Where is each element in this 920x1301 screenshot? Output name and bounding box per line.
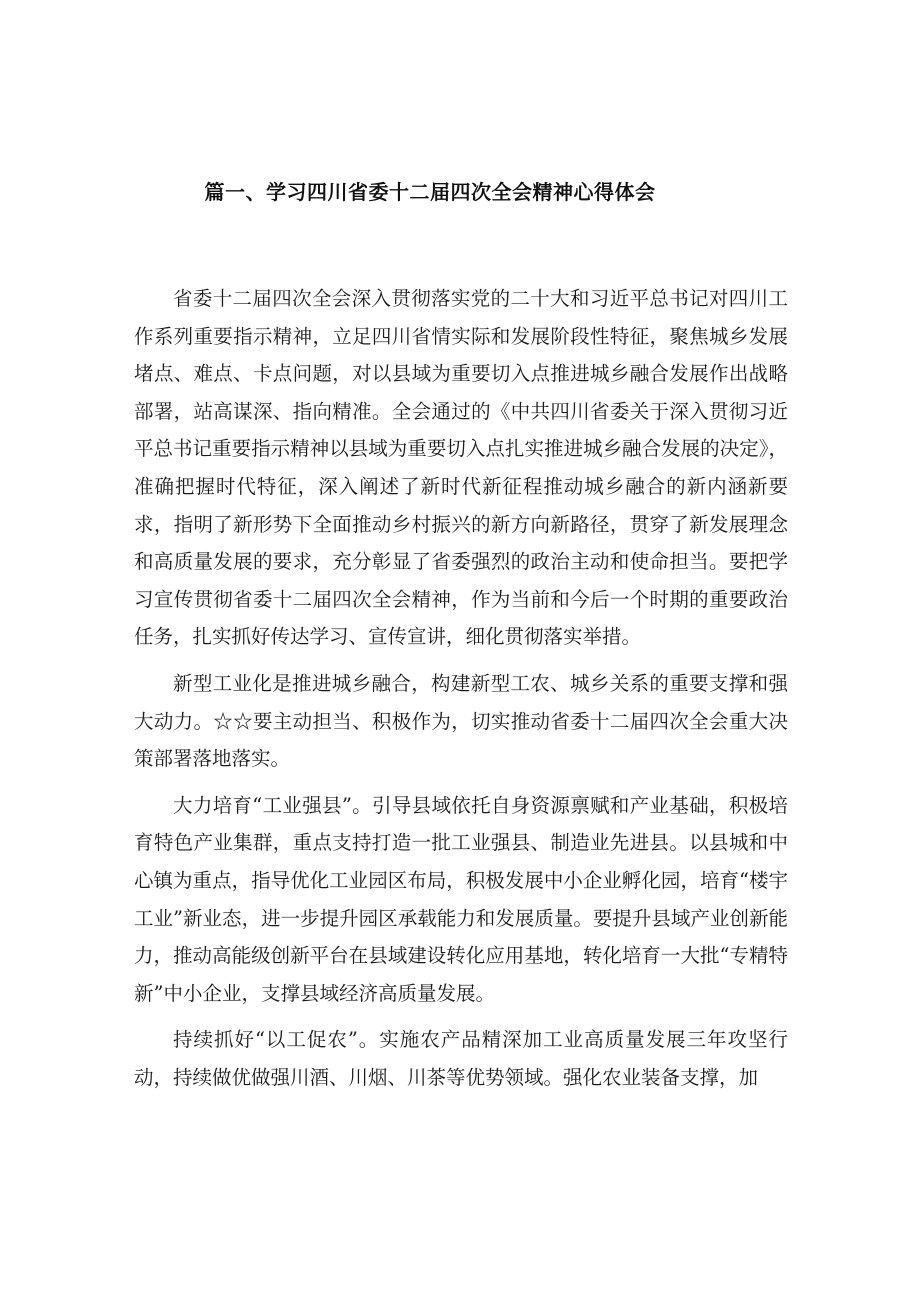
paragraph-4: 持续抓好“以工促农”。实施农产品精深加工业高质量发展三年攻坚行动，持续做优做强川酒、川烟、川茶等优势领域。强化农业装备支撑，加 [134, 1028, 788, 1089]
document-body [134, 280, 788, 1105]
paragraph-2: 新型工业化是推进城乡融合，构建新型工农、城乡关系的重要支撑和强大动力。☆☆要主动担当、积极作为，切实推动省委十二届四次全会重大决策部署落地落实。 [134, 671, 788, 771]
paragraph-1: 省委十二届四次全会深入贯彻落实党的二十大和习近平总书记对四川工作系列重要指示精神，立足四川省情实际和发展阶段性特征，聚焦城乡发展堵点、难点、卡点问题，对以县域为重要切入点推进城乡融合发展作出战略部署，站高谋深、指向精准。全会通过的《中共四川省委关于深入贯彻习近平总书记重要指示精神以县域为重要切入点扎实推进城乡融合发展的决定》，准确把握时代特征，深入阐述了新时代新征程推动城乡融合的新内涵新要求，指明了新形势下全面推动乡村振兴的新方向新路径，贯穿了新发展理念和高质量发展的要求，充分彰显了省委强烈的政治主动和使命担当。要把学习宣传贯彻省委十二届四次全会精神，作为当前和今后一个时期的重要政治任务，扎实抓好传达学习、宣传宣讲，细化贯彻落实举措。 [134, 287, 788, 649]
paragraph-3: 大力培育“工业强县”。引导县域依托自身资源禀赋和产业基础，积极培育特色产业集群，重点支持打造一批工业强县、制造业先进县。以县城和中心镇为重点，指导优化工业园区布局，积极发展中小企业孵化园，培育“楼宇工业”新业态，进一步提升园区承载能力和发展质量。要提升县域产业创新能力，推动高能级创新平台在县域建设转化应用基地，转化培育一大批“专精特新”中小企业，支撑县域经济高质量发展。 [134, 793, 788, 1005]
document-title: 篇一、学习四川省委十二届四次全会精神心得体会 [204, 180, 656, 204]
